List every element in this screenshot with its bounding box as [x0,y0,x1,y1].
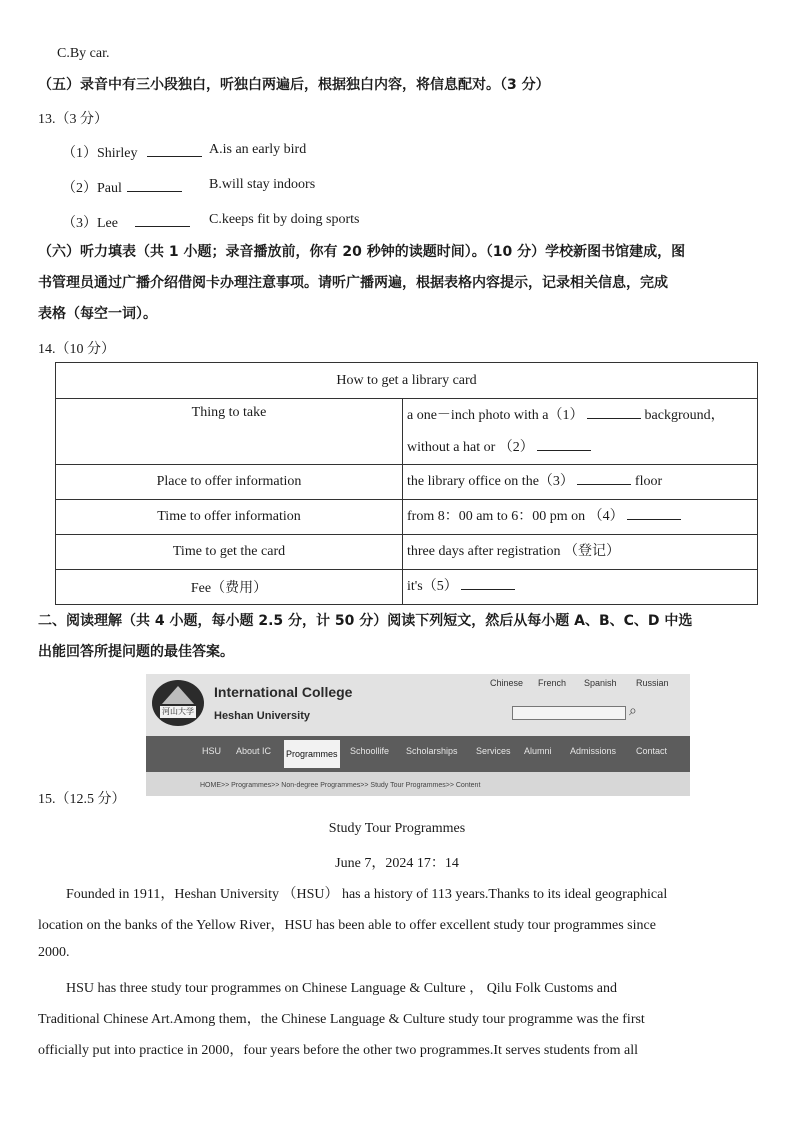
q13-name-3 [62,212,190,232]
table-row-label: Fee（费用） [56,570,403,605]
value-text: without a hat or （2） [407,439,534,455]
nav-programmes[interactable]: Programmes [284,740,340,768]
answer-blank [127,179,182,192]
q15-number: 15.（12.5 分） [38,792,126,807]
logo-text: 河山大学 [162,707,194,716]
section5-heading: （五）录音中有三小段独白，听独白两遍后，根据独白内容，将信息配对。（3 分） [38,77,550,93]
value-text: floor [634,474,663,489]
nav-admissions[interactable]: Admissions [570,746,617,756]
q13-name-label: （2）Paul [62,181,122,196]
site-nav [146,736,690,772]
p1-line-3: 2000. [38,945,70,960]
value-text: background， [644,407,725,423]
nav-about[interactable]: About IC [236,746,272,756]
p2-line-1: HSU has three study tour programmes on Chinese Language & Culture ， Qilu Folk Customs and [66,981,617,996]
value-text: it's（5） [407,579,458,594]
q13-name-1 [62,142,202,162]
table-row-value [403,570,758,605]
nav-contact[interactable]: Contact [636,746,668,756]
mountain-icon [162,686,194,704]
answer-blank-1 [587,406,641,419]
answer-blank [147,144,202,157]
lang-spanish[interactable]: Spanish [584,678,617,688]
q13-number: 13.（3 分） [38,112,108,127]
table-row-value: three days after registration （登记） [403,535,758,570]
part2-line2: 出能回答所提问题的最佳答案。 [38,644,234,660]
q13-option-a: A.is an early bird [209,142,307,157]
p1-line-1: Founded in 1911，Heshan University （HSU） has a history of 113 years.Thanks to its ideal geographical [66,887,668,902]
p2-line-3: officially put into practice in 2000，four years before the other two programmes.It serves students from all [38,1043,639,1058]
answer-blank-4 [627,507,681,520]
lang-russian[interactable]: Russian [636,678,669,688]
magnifier-icon[interactable]: ⌕ [629,702,637,718]
table-row-label: Time to get the card [56,535,403,570]
q12-option-c: C.By car. [57,46,110,61]
table-row-label: Time to offer information [56,500,403,535]
table-title: How to get a library card [56,363,758,399]
university-logo [152,680,204,726]
nav-schoollife[interactable]: Schoollife [350,746,390,756]
table-row-value [403,500,758,535]
q13-name-label: （3）Lee [62,216,118,231]
q13-name-label: （1）Shirley [62,146,138,161]
table-row-value [403,465,758,500]
table-row-value [403,399,758,465]
website-header-image [146,674,690,796]
article-date: June 7，2024 17：14 [335,856,459,871]
table-row-label: Place to offer information [56,465,403,500]
site-subtitle: Heshan University [214,710,310,722]
article-title: Study Tour Programmes [328,821,466,836]
answer-blank [135,214,190,227]
site-top-bar [146,674,690,736]
nav-alumni[interactable]: Alumni [524,746,552,756]
table-value-line [407,432,753,464]
value-text: a one－inch photo with a（1） [407,407,584,423]
p1-line-2: location on the banks of the Yellow River，HSU has been able to offer excellent study tour programmes since [38,918,656,933]
value-text: from 8：00 am to 6：00 pm on （4） [407,509,624,524]
part2-line1: 二、阅读理解（共 4 小题，每小题 2.5 分，计 50 分）阅读下列短文，然后从每小题 A、B、C、D 中选 [38,613,693,629]
section6-line3: 表格（每空一词）。 [38,306,157,322]
nav-scholarships[interactable]: Scholarships [406,746,458,756]
q13-name-2 [62,177,182,197]
lang-chinese[interactable]: Chinese [490,678,524,688]
q14-number: 14.（10 分） [38,342,115,357]
answer-blank-2 [537,438,591,451]
value-text: the library office on the（3） [407,474,574,489]
nav-services[interactable]: Services [476,746,511,756]
breadcrumb: HOME>> Programmes>> Non-degree Programmes>> Study Tour Programmes>> Content [200,782,481,789]
p2-line-2: Traditional Chinese Art.Among them，the Chinese Language & Culture study tour programme was the first [38,1012,645,1027]
q13-option-b: B.will stay indoors [209,177,316,192]
nav-hsu[interactable]: HSU [202,746,222,756]
section6-line2: 书管理员通过广播介绍借阅卡办理注意事项。请听广播两遍，根据表格内容提示，记录相关信息，完成 [38,275,668,291]
library-card-table [55,362,758,605]
answer-blank-5 [461,577,515,590]
answer-blank-3 [577,472,631,485]
site-title: International College [214,684,353,700]
table-value-line [407,400,753,432]
search-input[interactable] [512,706,626,720]
table-row-label: Thing to take [56,399,403,465]
q13-option-c: C.keeps fit by doing sports [209,212,360,227]
lang-french[interactable]: French [538,678,567,688]
section6-line1: （六）听力填表（共 1 小题；录音播放前，你有 20 秒钟的读题时间）。（10 分）学校新图书馆建成，图 [38,244,686,260]
